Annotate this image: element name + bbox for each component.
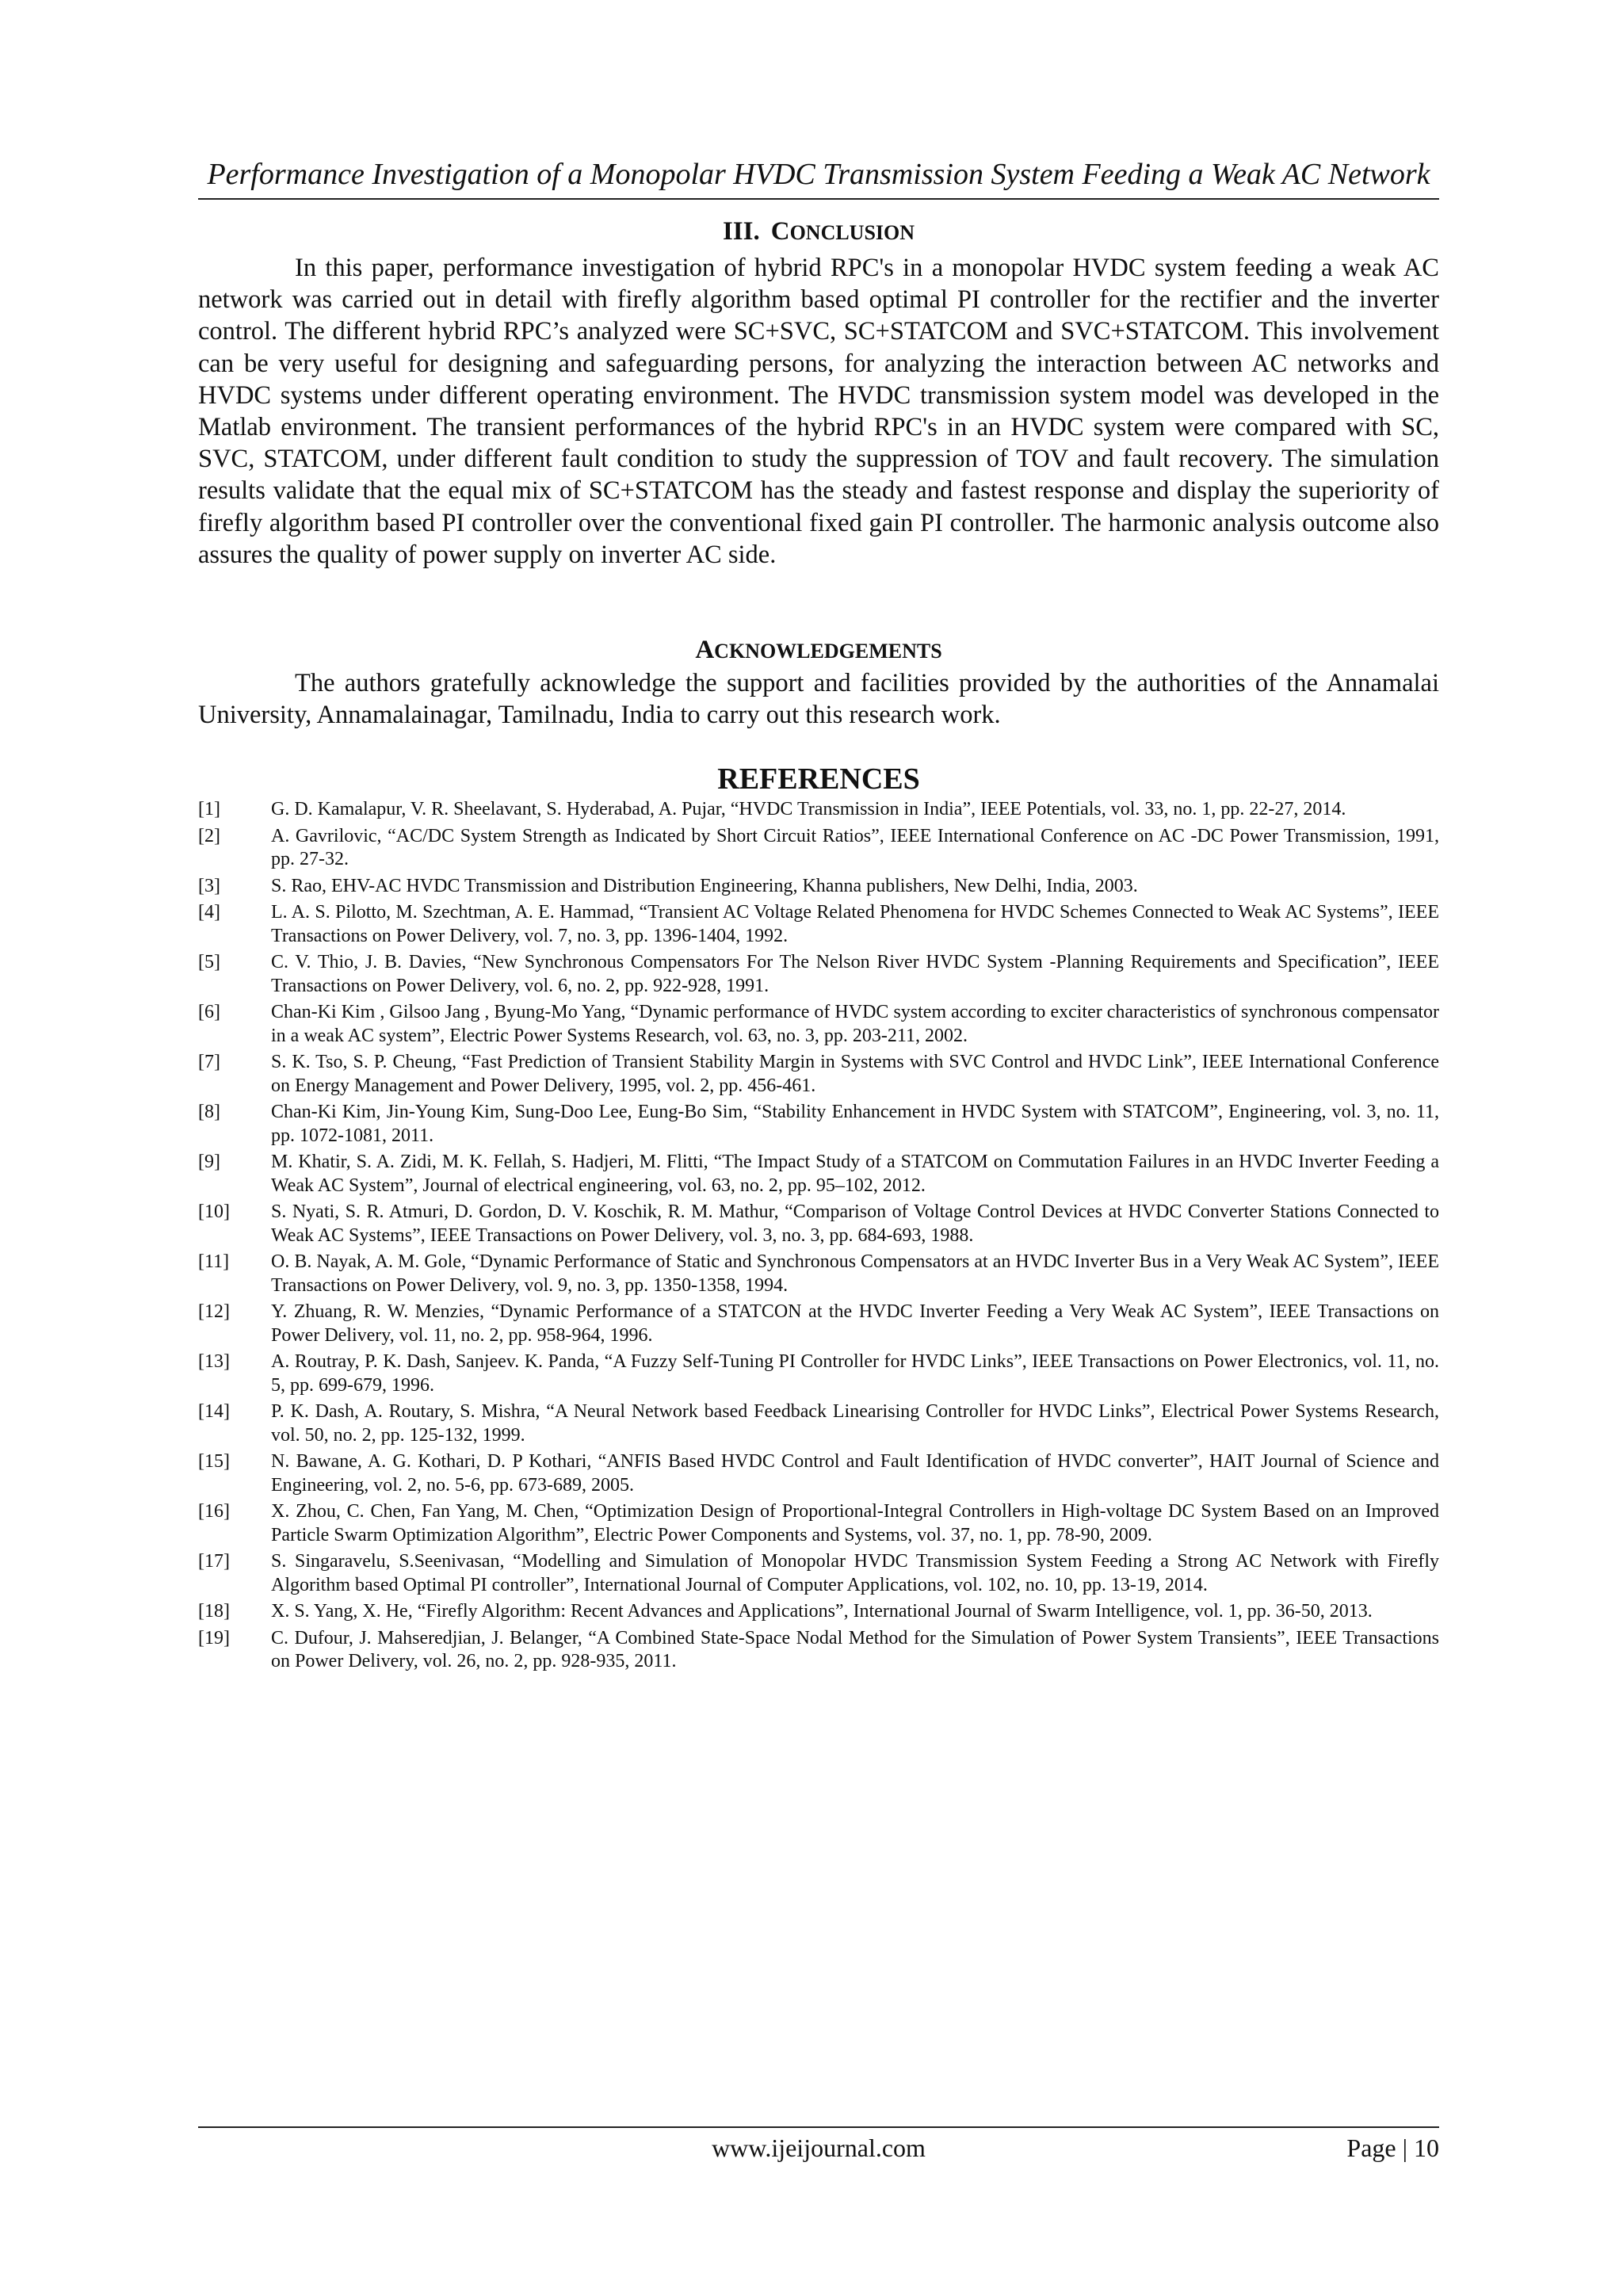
reference-item <box>198 825 1439 872</box>
reference-item <box>198 1400 1439 1447</box>
running-header: Performance Investigation of a Monopolar HVDC Transmission System Feeding a Weak AC Network <box>207 158 1430 191</box>
reference-text: Y. Zhuang, R. W. Menzies, “Dynamic Performance of a STATCON at the HVDC Inverter Feeding a Very Weak AC System”, IEEE Transactions on Power Delivery, vol. 11, no. 2, pp. 958-964, 1996. <box>271 1301 1439 1346</box>
heading-rest: ONCLUSION <box>789 221 915 244</box>
reference-item <box>198 901 1439 948</box>
reference-item <box>198 1600 1439 1624</box>
reference-text: Chan-Ki Kim, Jin-Young Kim, Sung-Doo Lee, Eung-Bo Sim, “Stability Enhancement in HVDC System with STATCOM”, Engineering, vol. 3, no. 11, pp. 1072-1081, 2011. <box>271 1102 1439 1146</box>
reference-number: [1] <box>198 799 220 819</box>
reference-item <box>198 1101 1439 1148</box>
heading-rest: CKNOWLEDGEMENTS <box>714 640 942 663</box>
reference-number: [6] <box>198 1002 220 1022</box>
paper-page <box>198 0 1439 2296</box>
reference-number: [19] <box>198 1627 230 1648</box>
reference-item <box>198 1627 1439 1674</box>
reference-text: M. Khatir, S. A. Zidi, M. K. Fellah, S. Hadjeri, M. Flitti, “The Impact Study of a STATCOM on Commutation Failures in an HVDC Inverter Feeding a Weak AC System”, Journal of electrical engineering, vol. 63, no. 2, pp. 95–102, 2012. <box>271 1152 1439 1196</box>
reference-number: [5] <box>198 952 220 972</box>
reference-number: [3] <box>198 875 220 896</box>
reference-text: N. Bawane, A. G. Kothari, D. P Kothari, “ANFIS Based HVDC Control and Fault Identification of HVDC converter”, HAIT Journal of Science and Engineering, vol. 2, no. 5-6, pp. 673-689, 2005. <box>271 1451 1439 1496</box>
page-number: Page | 10 <box>1346 2134 1439 2162</box>
reference-item <box>198 1251 1439 1297</box>
reference-number: [10] <box>198 1201 230 1222</box>
reference-number: [12] <box>198 1301 230 1322</box>
header-rule <box>198 198 1439 200</box>
reference-text: A. Routray, P. K. Dash, Sanjeev. K. Panda, “A Fuzzy Self-Tuning PI Controller for HVDC Links”, IEEE Transactions on Power Electronics, vol. 11, no. 5, pp. 699-679, 1996. <box>271 1351 1439 1396</box>
reference-number: [13] <box>198 1351 230 1372</box>
reference-number: [17] <box>198 1551 230 1572</box>
section-number: III. <box>722 217 760 246</box>
reference-text: X. Zhou, C. Chen, Fan Yang, M. Chen, “Optimization Design of Proportional-Integral Controllers in High-voltage DC System Based on an Improved Particle Swarm Optimization Algorithm”, Electric Power Components and Systems, vol. 37, no. 1, pp. 78-90, 2009. <box>271 1501 1439 1545</box>
reference-text: X. S. Yang, X. He, “Firefly Algorithm: Recent Advances and Applications”, International Journal of Swarm Intelligence, vol. 1, pp. 36-50, 2013. <box>271 1601 1373 1622</box>
references-heading: REFERENCES <box>717 762 920 796</box>
reference-item <box>198 1051 1439 1098</box>
heading-initial: C <box>770 217 790 246</box>
reference-number: [7] <box>198 1052 220 1072</box>
reference-item <box>198 951 1439 998</box>
reference-item <box>198 1001 1439 1048</box>
reference-item <box>198 1201 1439 1247</box>
reference-number: [4] <box>198 902 220 923</box>
reference-text: O. B. Nayak, A. M. Gole, “Dynamic Performance of Static and Synchronous Compensators at an HVDC Inverter Bus in a Very Weak AC System”, IEEE Transactions on Power Delivery, vol. 9, no. 3, pp. 1350-1358, 1994. <box>271 1251 1439 1296</box>
reference-text: C. Dufour, J. Mahseredjian, J. Belanger, “A Combined State-Space Nodal Method for the Simulation of Power System Transients”, IEEE Transactions on Power Delivery, vol. 26, no. 2, pp. 928-935, 2011. <box>271 1627 1439 1671</box>
conclusion-heading <box>198 216 1439 249</box>
reference-item <box>198 1151 1439 1198</box>
reference-item <box>198 798 1439 822</box>
reference-number: [18] <box>198 1601 230 1622</box>
reference-text: Chan-Ki Kim , Gilsoo Jang , Byung-Mo Yang, “Dynamic performance of HVDC system according to exciter characteristics of synchronous compensator in a weak AC system”, Electric Power Systems Research, vol. 63, no. 3, pp. 203-211, 2002. <box>271 1002 1439 1046</box>
reference-number: [14] <box>198 1401 230 1422</box>
reference-text: C. V. Thio, J. B. Davies, “New Synchronous Compensators For The Nelson River HVDC System -Planning Requirements and Specification”, IEEE Transactions on Power Delivery, vol. 6, no. 2, pp. 922-928, 1991. <box>271 952 1439 996</box>
reference-item <box>198 875 1439 899</box>
reference-number: [8] <box>198 1102 220 1122</box>
reference-text: S. Singaravelu, S.Seenivasan, “Modelling and Simulation of Monopolar HVDC Transmission System Feeding a Strong AC Network with Firefly Algorithm based Optimal PI controller”, International Journal of Computer Applications, vol. 102, no. 10, pp. 13-19, 2014. <box>271 1551 1439 1595</box>
reference-item <box>198 1450 1439 1497</box>
reference-text: A. Gavrilovic, “AC/DC System Strength as Indicated by Short Circuit Ratios”, IEEE International Conference on AC -DC Power Transmission, 1991, pp. 27-32. <box>271 825 1439 869</box>
reference-text: G. D. Kamalapur, V. R. Sheelavant, S. Hyderabad, A. Pujar, “HVDC Transmission in India”, IEEE Potentials, vol. 33, no. 1, pp. 22-27, 2014. <box>271 799 1346 819</box>
reference-text: S. K. Tso, S. P. Cheung, “Fast Prediction of Transient Stability Margin in Systems with SVC Control and HVDC Link”, IEEE International Conference on Energy Management and Power Delivery, 1995, vol. 2, pp. 456-461. <box>271 1052 1439 1096</box>
reference-number: [11] <box>198 1251 230 1272</box>
reference-item <box>198 1500 1439 1547</box>
reference-number: [9] <box>198 1152 220 1172</box>
heading-initial: A <box>695 636 715 664</box>
reference-text: S. Rao, EHV-AC HVDC Transmission and Distribution Engineering, Khanna publishers, New Delhi, India, 2003. <box>271 875 1138 896</box>
reference-number: [15] <box>198 1451 230 1472</box>
reference-item <box>198 1301 1439 1347</box>
reference-text: P. K. Dash, A. Routary, S. Mishra, “A Neural Network based Feedback Linearising Controller for HVDC Links”, Electrical Power Systems Research, vol. 50, no. 2, pp. 125-132, 1999. <box>271 1401 1439 1446</box>
reference-item <box>198 1550 1439 1597</box>
acknowledgements-heading <box>198 634 1439 667</box>
reference-list <box>198 798 1439 1677</box>
footer-rule <box>198 2126 1439 2128</box>
reference-text: L. A. S. Pilotto, M. Szechtman, A. E. Hammad, “Transient AC Voltage Related Phenomena for HVDC Schemes Connected to Weak AC Systems”, IEEE Transactions on Power Delivery, vol. 7, no. 3, pp. 1396-1404, 1992. <box>271 902 1439 946</box>
conclusion-paragraph: In this paper, performance investigation of hybrid RPC's in a monopolar HVDC system feeding a weak AC network was carried out in detail with firefly algorithm based optimal PI controller for the rectifier and the inverter control. The different hybrid RPC’s analyzed were SC+SVC, SC+STATCOM and SVC+STATCOM. This involvement can be very useful for designing and safeguarding persons, for analyzing the interaction between AC networks and HVDC systems under different operating environment. The HVDC transmission system model was developed in the Matlab environment. The transient performances of the hybrid RPC's in an HVDC system were compared with SC, SVC, STATCOM, under different fault condition to study the suppression of TOV and fault recovery. The simulation results validate that the equal mix of SC+STATCOM has the steady and fastest response and display the superiority of firefly algorithm based PI controller over the conventional fixed gain PI controller. The harmonic analysis outcome also assures the quality of power supply on inverter AC side. <box>198 254 1439 569</box>
footer-url: www.ijeijournal.com <box>712 2134 926 2162</box>
reference-text: S. Nyati, S. R. Atmuri, D. Gordon, D. V. Koschik, R. M. Mathur, “Comparison of Voltage Control Devices at HVDC Converter Stations Connected to Weak AC Systems”, IEEE Transactions on Power Delivery, vol. 3, no. 3, pp. 684-693, 1988. <box>271 1201 1439 1246</box>
reference-number: [2] <box>198 825 220 846</box>
reference-number: [16] <box>198 1501 230 1522</box>
acknowledgements-paragraph: The authors gratefully acknowledge the support and facilities provided by the authorities of the Annamalai University, Annamalainagar, Tamilnadu, India to carry out this research work. <box>198 669 1439 730</box>
reference-item <box>198 1350 1439 1397</box>
